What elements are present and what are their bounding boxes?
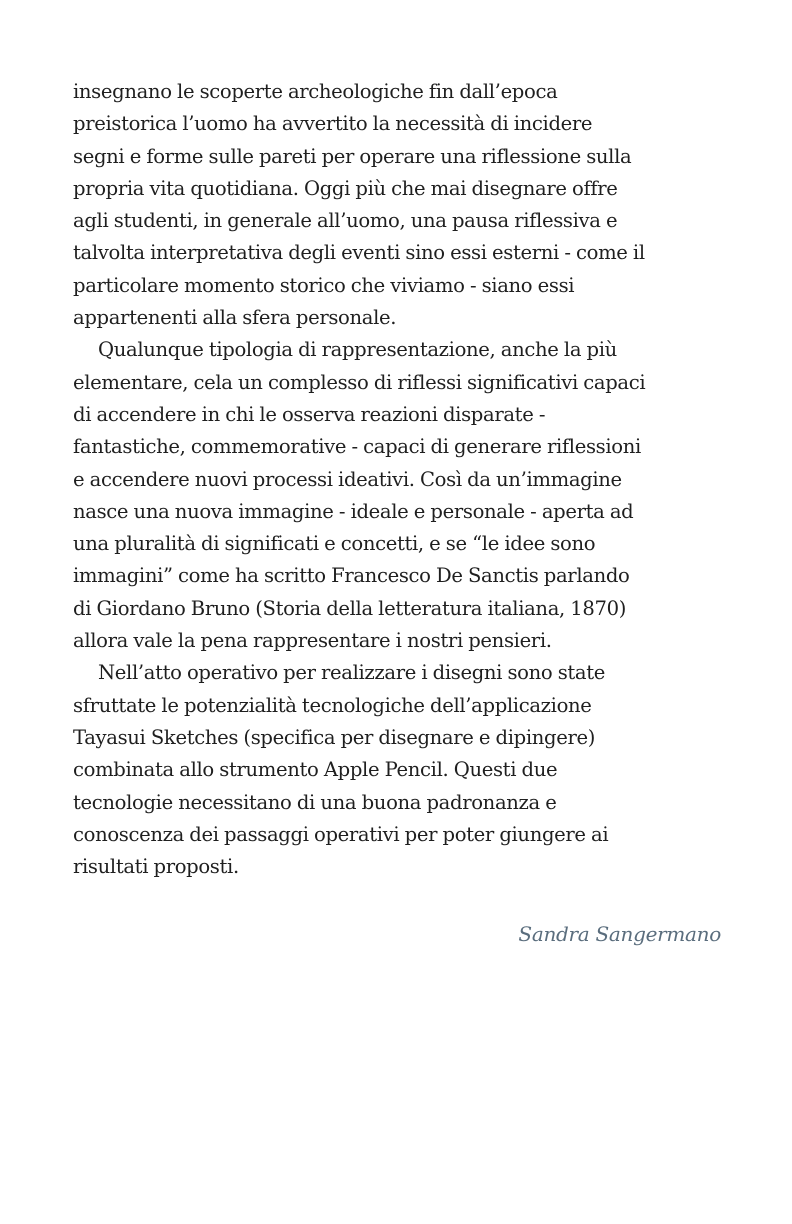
text-line: e accendere nuovi processi ideativi. Così da un’immagine [73, 467, 622, 491]
text-line: preistorica l’uomo ha avvertito la necessità di incidere [73, 112, 593, 136]
text-line: Nell’atto operativo per realizzare i disegni sono state [98, 661, 606, 685]
text-line: risultati proposti. [73, 855, 239, 879]
text-line: Qualunque tipologia di rappresentazione, anche la più [98, 338, 617, 362]
text-line: talvolta interpretativa degli eventi sino essi esterni - come il [73, 241, 645, 265]
paragraph [73, 334, 733, 657]
text-line: di accendere in chi le osserva reazioni disparate - [73, 402, 546, 426]
text-line: nasce una nuova immagine - ideale e personale - aperta ad [73, 499, 634, 523]
text-line: elementare, cela un complesso di riflessi significativi capaci [73, 370, 646, 394]
text-line: immagini” come ha scritto Francesco De Sanctis parlando [73, 564, 630, 588]
text-line: una pluralità di significati e concetti, e se “le idee sono [73, 532, 596, 556]
text-line: segni e forme sulle pareti per operare una riflessione sulla [73, 144, 632, 168]
text-line: conoscenza dei passaggi operativi per poter giungere ai [73, 822, 609, 846]
text-line: insegnano le scoperte archeologiche fin dall’epoca [73, 80, 558, 103]
text-line: appartenenti alla sfera personale. [73, 306, 397, 330]
text-line: sfruttate le potenzialità tecnologiche dell’applicazione [73, 693, 592, 717]
text-line: allora vale la pena rappresentare i nostri pensieri. [73, 629, 552, 653]
text-line: combinata allo strumento Apple Pencil. Questi due [73, 758, 558, 782]
text-line: agli studenti, in generale all’uomo, una pausa riflessiva e [73, 209, 618, 233]
author-signature: Sandra Sangermano [518, 922, 721, 946]
text-line: Tayasui Sketches (specifica per disegnare e dipingere) [73, 725, 595, 749]
paragraph [73, 76, 733, 334]
text-line: propria vita quotidiana. Oggi più che mai disegnare offre [73, 176, 618, 200]
text-line: tecnologie necessitano di una buona padronanza e [73, 790, 557, 814]
text-line: di Giordano Bruno (Storia della letteratura italiana, 1870) [73, 596, 627, 620]
text-line: particolare momento storico che viviamo - siano essi [73, 273, 575, 297]
body-text [73, 76, 733, 883]
paragraph [73, 657, 733, 883]
text-line: fantastiche, commemorative - capaci di generare riflessioni [73, 435, 641, 459]
